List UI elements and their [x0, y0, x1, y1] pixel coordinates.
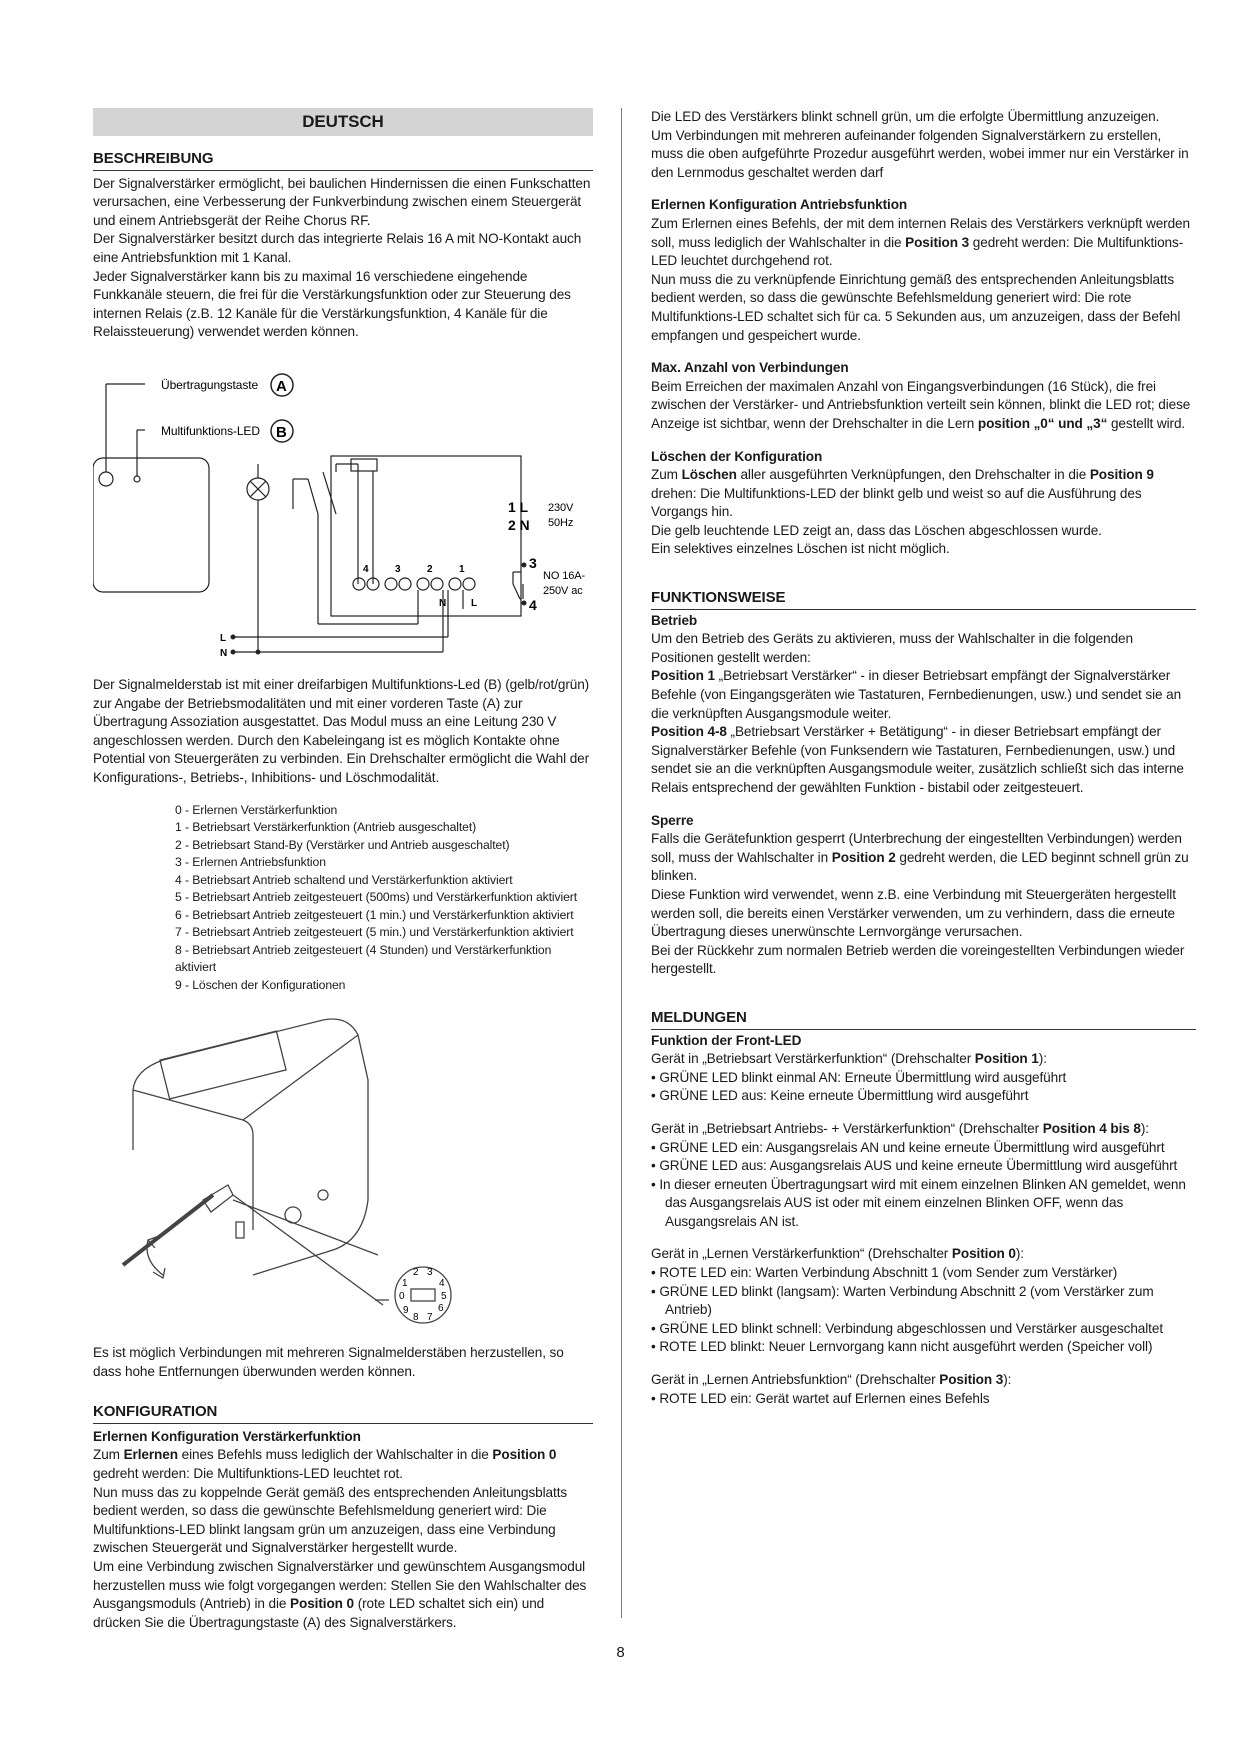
sperre-p1: Falls die Gerätefunktion gesperrt (Unterbrechung der eingestellten Verbindungen) werden soll, muss der Wahlschalter in Position 2 gedreht werden, die LED beginnt schnell grün zu blinken. [651, 831, 1189, 884]
list-item: • GRÜNE LED aus: Keine erneute Übermittlung wird ausgeführt [651, 1088, 1029, 1104]
konfig-sub-heading: Erlernen Konfiguration Verstärkerfunktion [93, 1428, 361, 1444]
konfig-p3: Um eine Verbindung zwischen Signalverstärker und gewünschtem Ausgangsmodul herzustellen muss wie folgt vorgegangen werden: Stellen Sie den Wahlschalter des Ausgangsmoduls (Antrieb) in die Position 0 (rote LED schaltet sich ein) und drücken Sie die Übertragungstaste (A) des Signalverstärkers. [93, 1558, 587, 1630]
loeschen-p3: Ein selektives einzelnes Löschen ist nicht möglich. [651, 541, 950, 557]
mode-item: 5 - Betriebsart Antrieb zeitgesteuert (500ms) und Verstärkerfunktion aktiviert [175, 890, 578, 904]
terminal-4: 4 [529, 596, 537, 613]
geraet-3-list [651, 1264, 1196, 1357]
label-50hz: 50Hz [548, 516, 574, 529]
mode-item: 7 - Betriebsart Antrieb zeitgesteuert (5 min.) und Verstärkerfunktion aktiviert [175, 925, 574, 939]
mode-item: 9 - Löschen der Konfigurationen [175, 977, 346, 992]
terminal-num-4: 4 [363, 563, 369, 575]
mode-item: 3 - Erlernen Antriebsfunktion [175, 855, 326, 869]
beschreibung-heading: BESCHREIBUNG [93, 150, 593, 171]
sperre-heading: Sperre [651, 812, 694, 828]
dial-num-0: 0 [399, 1291, 405, 1302]
dial-num-5: 5 [441, 1291, 447, 1302]
column-divider [621, 108, 622, 1618]
multi-text: Es ist möglich Verbindungen mit mehreren Signalmelderstäben herzustellen, so dass hohe Entfernungen überwunden werden können. [93, 1345, 564, 1379]
max-heading: Max. Anzahl von Verbindungen [651, 360, 849, 376]
terminal-num-2: 2 [427, 563, 433, 575]
right-column [651, 108, 1196, 1408]
label-no16a: NO 16A- [543, 569, 586, 582]
antrieb-p2: Nun muss die zu verknüpfende Einrichtung gemäß des entsprechenden Anleitungsblatts bedient werden, so dass die gewünschte Befehlsmeldung generiert wird: Die rote Multifunktions-LED schaltet sich für ca. 5 Sekunden aus, um anzuzeigen, dass der Befehl empfangen und gespeichert wurde. [651, 271, 1181, 343]
language-header: DEUTSCH [93, 108, 593, 136]
betrieb-p1: Um den Betrieb des Geräts zu aktivieren, muss der Wahlschalter in die folgenden Positionen gestellt werden: [651, 631, 1133, 665]
dial-num-8: 8 [413, 1312, 419, 1323]
dial-num-1: 1 [402, 1278, 408, 1289]
dial-num-7: 7 [427, 1312, 433, 1323]
mode-item: 4 - Betriebsart Antrieb schaltend und Verstärkerfunktion aktiviert [175, 872, 513, 887]
list-item: • ROTE LED ein: Warten Verbindung Abschnitt 1 (vom Sender zum Verstärker) [651, 1265, 1118, 1281]
mode-item: 8 - Betriebsart Antrieb zeitgesteuert (4 Stunden) und Verstärkerfunktion aktiviert [175, 942, 552, 974]
list-item: • In dieser erneuten Übertragungsart wird mit einem einzelnen Blinken AN gemeldet, wenn das Ausgangsrelais AUS ist oder mit einem einzelnen Blinken OFF, wenn das Ausgangsrelais AN ist. [651, 1176, 1186, 1229]
led-p1: Die LED des Verstärkers blinkt schnell grün, um die erfolgte Übermittlung anzuzeigen. [651, 109, 1160, 124]
terminal-l: L [471, 597, 478, 609]
line-n: N [220, 647, 228, 659]
betrieb-p2: Position 1 „Betriebsart Verstärker“ - in dieser Betriebsart empfängt der Signalverstärker Befehle (von Eingangsgeräten wie Tastaturen, Fernbedienungen, usw.) und sendet sie an die verknüpften Ausgangsmodule weiter. [651, 668, 1182, 721]
led-p2: Um Verbindungen mit mehreren aufeinander folgenden Signalverstärkern zu erstellen, muss die oben aufgeführte Prozedur ausgeführt werden, wobei immer nur ein Verstärker in den Lernmodus geschaltet werden darf [651, 127, 1189, 180]
line-l: L [220, 632, 227, 644]
dial-num-6: 6 [438, 1303, 444, 1314]
geraet-4-list [651, 1390, 1196, 1409]
meldungen-heading: MELDUNGEN [651, 1009, 1196, 1030]
list-item: • GRÜNE LED ein: Ausgangsrelais AN und keine erneute Übermittlung wird ausgeführt [651, 1139, 1165, 1155]
sperre-p2: Diese Funktion wird verwendet, wenn z.B. eine Verbindung mit Steuergeräten hergestellt werden soll, die bereits einen Verstärker verwenden, um zu verhindern, dass die erneute Übertragung dieses unerwünschte Lernvorgänge verursachen. [651, 886, 1176, 940]
list-item: • ROTE LED ein: Gerät wartet auf Erlernen eines Befehls [651, 1390, 990, 1406]
loeschen-p2: Die gelb leuchtende LED zeigt an, dass das Löschen abgeschlossen wurde. [651, 522, 1102, 538]
beschreibung-text: Der Signalverstärker ermöglicht, bei baulichen Hindernissen die einen Funkschatten verursachen, eine Verbesserung der Funkverbindung zwischen einem Steuergerät und einem Antriebsgerät der Reihe Chorus RF. Der Signalverstärker besitzt durch das integrierte Relais 16 A mit NO-Kontakt auch eine Antriebsfunktion mit 1 Kanal. Jeder Signalverstärker kann bis zu maximal 16 verschiedene eingehende Funkkanäle steuern, die frei für die Verstärkungsfunktion oder zur Steuerung des internen Relais (z.B. 12 Kanäle für die Verstärkungsfunktion, 4 Kanäle für die Relaissteuerung) verwendet werden können. [93, 175, 591, 340]
terminal-num-3: 3 [395, 563, 401, 575]
page-number: 8 [616, 1644, 625, 1661]
transmit-button-shape [99, 472, 113, 486]
konfig-p1: Zum Erlernen eines Befehls muss lediglich der Wahlschalter in die Position 0 gedreht werden: Die Multifunktions-LED leuchtet rot. [93, 1447, 557, 1481]
mode-list [175, 802, 593, 995]
led-shape [134, 476, 140, 482]
mode-item: 2 - Betriebsart Stand-By (Verstärker und Antrieb ausgeschaltet) [175, 837, 510, 852]
antrieb-p1: Zum Erlernen eines Befehls, der mit dem internen Relais des Verstärkers verknüpft werden soll, muss lediglich der Wahlschalter in die Position 3 gedreht werden: Die Multifunktions-LED leuchtet durchgehend rot. [651, 215, 1190, 269]
dial-num-4: 4 [439, 1278, 445, 1289]
list-item: • GRÜNE LED blinkt schnell: Verbindung abgeschlossen und Verstärker ausgeschaltet [651, 1320, 1164, 1336]
dial-num-9: 9 [403, 1305, 409, 1316]
betrieb-heading: Betrieb [651, 612, 698, 628]
geraet-3: Gerät in „Lernen Verstärkerfunktion“ (Drehschalter Position 0): [651, 1246, 1024, 1262]
dial-num-2: 2 [413, 1267, 419, 1278]
device-outline [93, 458, 209, 592]
sperre-p3: Bei der Rückkehr zum normalen Betrieb werden die voreingestellten Verbindungen wieder hergestellt. [651, 942, 1185, 977]
badge-b: B [276, 423, 287, 441]
terminal-3: 3 [529, 554, 537, 571]
max-p: Beim Erreichen der maximalen Anzahl von Eingangsverbindungen (16 Stück), die frei zwischen der Verstärker- und Antriebsfunktion verteilt sein können, blinkt die LED rot; diese Anzeige ist sichtbar, wenn der Drehschalter in die Lern position „0“ und „3“ gestellt wird. [651, 378, 1191, 431]
terminal-1l: 1 L [508, 498, 528, 515]
geraet-2: Gerät in „Betriebsart Antriebs- + Verstärkerfunktion“ (Drehschalter Position 4 bis 8): [651, 1120, 1149, 1136]
loeschen-p1: Zum Löschen aller ausgeführten Verknüpfungen, den Drehschalter in die Position 9 drehen: Die Multifunktions-LED der blinkt gelb und weist so auf die Ausführung des Vorgangs hin. [651, 467, 1154, 520]
list-item: • GRÜNE LED aus: Ausgangsrelais AUS und keine erneute Übermittlung wird ausgeführt [651, 1158, 1178, 1174]
badge-a: A [276, 377, 287, 395]
mode-item: 6 - Betriebsart Antrieb zeitgesteuert (1 min.) und Verstärkerfunktion aktiviert [175, 907, 574, 922]
wiring-diagram [93, 354, 593, 664]
mode-item: 0 - Erlernen Verstärkerfunktion [175, 802, 338, 817]
betrieb-p3: Position 4-8 „Betriebsart Verstärker + Betätigung“ - in dieser Betriebsart empfängt der Signalverstärker Befehle (von Funksendern wie Tastaturen, Fernbedienungen, usw.) und sendet sie an die verknüpften Ausgangsmodule weiter, zusätzlich schließt sich das interne Relais entsprechend der gewählten Funktion - bistabil oder zeitgesteuert. [651, 724, 1184, 795]
konfig-p2: Nun muss das zu koppelnde Gerät gemäß des entsprechenden Anleitungsblatts bedient werden, so dass die gewünschte Befehlsmeldung generiert wird: Die Multifunktions-LED blinkt langsam grün um anzuzeigen, dass eine Verbindung zwischen Steuergerät und Signalverstärker hergestellt wurde. [93, 1484, 568, 1556]
funktionsweise-heading: FUNKTIONSWEISE [651, 589, 1196, 610]
geraet-1: Gerät in „Betriebsart Verstärkerfunktion“ (Drehschalter Position 1): [651, 1051, 1047, 1067]
left-column [93, 108, 593, 1632]
label-multifunktions-led: Multifunktions-LED [161, 423, 260, 438]
geraet-4: Gerät in „Lernen Antriebsfunktion“ (Drehschalter Position 3): [651, 1372, 1012, 1388]
geraet-1-list [651, 1069, 1196, 1106]
list-item: • GRÜNE LED blinkt (langsam): Warten Verbindung Abschnitt 2 (vom Verstärker zum Antrieb) [651, 1283, 1154, 1318]
label-uebertragungstaste: Übertragungstaste [161, 377, 259, 392]
dial-num-3: 3 [427, 1267, 433, 1278]
front-led-heading: Funktion der Front-LED [651, 1032, 802, 1048]
loeschen-heading: Löschen der Konfiguration [651, 448, 823, 464]
mode-item: 1 - Betriebsart Verstärkerfunktion (Antrieb ausgeschaltet) [175, 820, 477, 834]
konfiguration-heading: KONFIGURATION [93, 1403, 593, 1424]
label-250vac: 250V ac [543, 584, 583, 597]
terminal-num-1: 1 [459, 563, 465, 575]
terminal-n: N [439, 597, 447, 609]
label-230v: 230V [548, 501, 574, 514]
device-dial-illustration [93, 1000, 593, 1330]
stab-text: Der Signalmelderstab ist mit einer dreifarbigen Multifunktions-Led (B) (gelb/rot/grün) zur Angabe der Betriebsmodalitäten und mit einer vorderen Taste (A) zur Übertragung Assoziation ausgestattet. Das Modul muss an eine Leitung 230 V angeschlossen werden. Durch den Kabeleingang ist es möglich Kontakte ohne Potential von Steuergeräten zu verbinden. Ein Drehschalter ermöglicht die Wahl der Konfigurations-, Betriebs-, Inhibitions- und Löschmodalität. [93, 676, 590, 785]
antrieb-heading: Erlernen Konfiguration Antriebsfunktion [651, 197, 908, 213]
list-item: • ROTE LED blinkt: Neuer Lernvorgang kann nicht ausgeführt werden (Speicher voll) [651, 1339, 1153, 1355]
list-item: • GRÜNE LED blinkt einmal AN: Erneute Übermittlung wird ausgeführt [651, 1069, 1067, 1085]
terminal-2n: 2 N [508, 516, 530, 533]
geraet-2-list [651, 1139, 1196, 1232]
